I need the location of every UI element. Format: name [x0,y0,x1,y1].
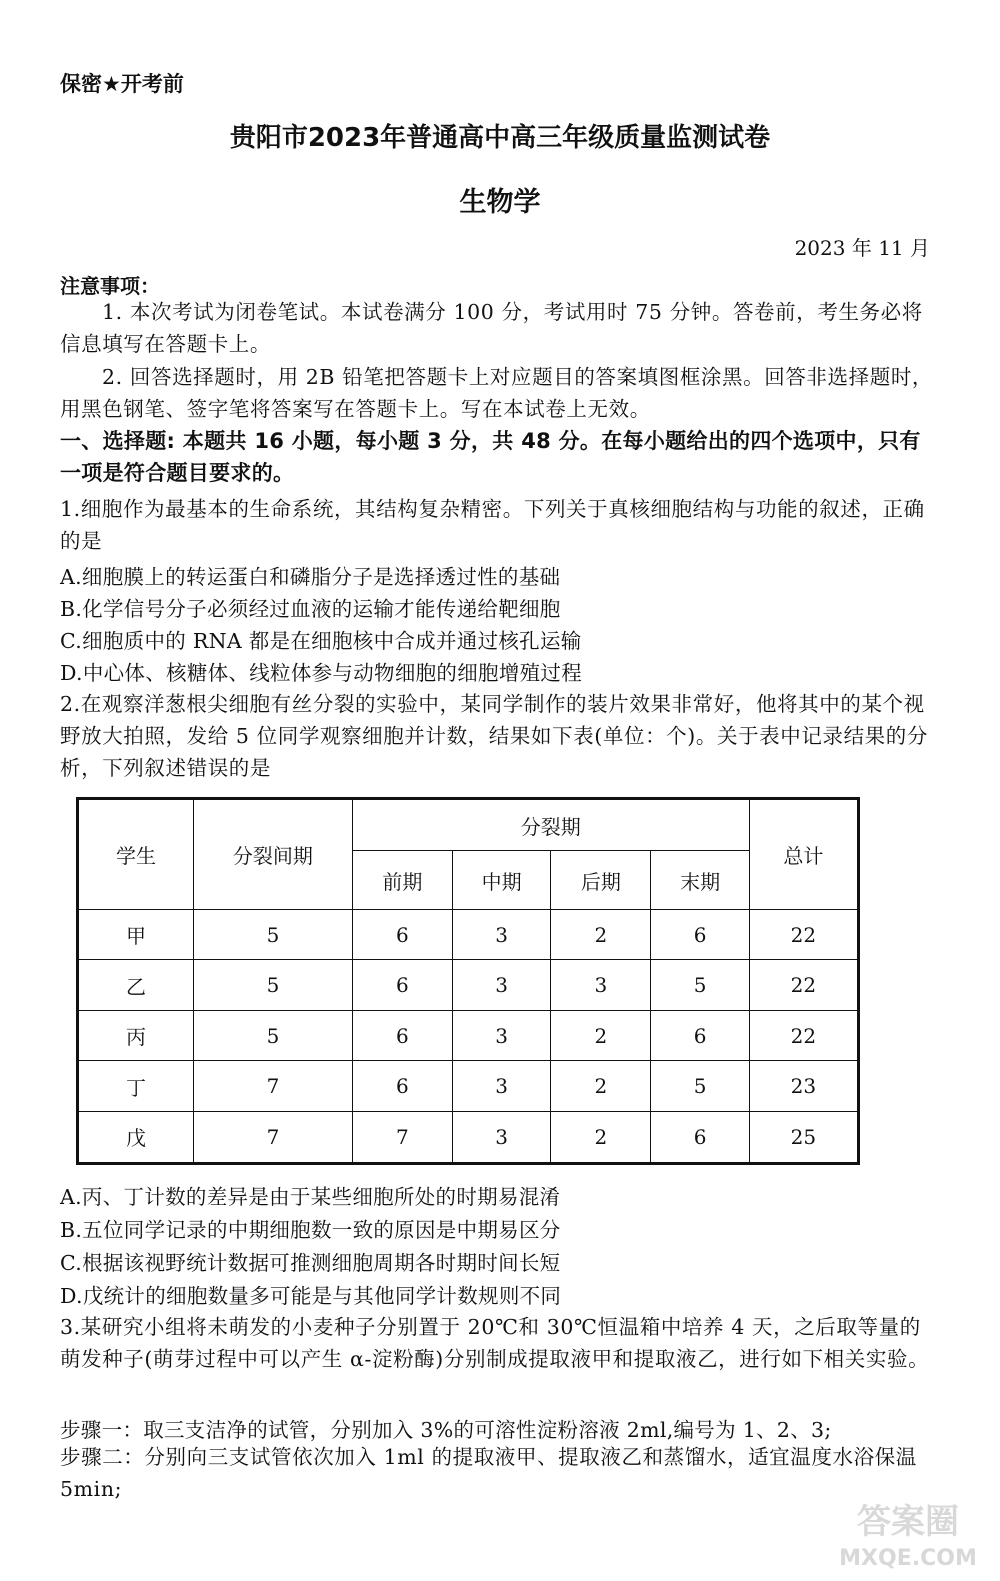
metaphase-count: 3 [453,1061,551,1111]
header-telophase: 末期 [651,851,749,910]
telophase-count: 5 [651,1061,749,1111]
watermark-url: MXQE.COM [839,1546,977,1571]
section-heading: 一、选择题: 本题共 16 小题，每小题 3 分，共 48 分。在每小题给出的四个选项中，只有一项是符合题目要求的。 [60,429,921,485]
total-count: 22 [749,960,858,1010]
prophase-count: 6 [352,960,452,1010]
anaphase-count: 2 [551,1061,651,1111]
student-name: 丁 [78,1061,194,1111]
header-metaphase: 中期 [453,851,551,910]
table-row [78,1010,859,1060]
metaphase-count: 3 [453,1010,551,1060]
total-count: 25 [749,1111,858,1163]
total-count: 22 [749,910,858,960]
notice-item-2: 2. 回答选择题时，用 2B 铅笔把答题卡上对应题目的答案填图框涂黑。回答非选择题时，用黑色钢笔、签字笔将答案写在答题卡上。写在本试卷上无效。 [60,365,934,421]
interphase-count: 5 [194,1010,353,1060]
q2-option-c: C.根据该视野统计数据可推测细胞周期各时期时间长短 [60,1251,561,1275]
q3-step-2: 步骤二：分别向三支试管依次加入 1ml 的提取液甲、提取液乙和蒸馏水，适宜温度水浴保温 5min; [60,1445,917,1501]
metaphase-count: 3 [453,910,551,960]
prophase-count: 6 [352,1010,452,1060]
anaphase-count: 3 [551,960,651,1010]
telophase-count: 6 [651,910,749,960]
table-row [78,910,859,960]
header-anaphase: 后期 [551,851,651,910]
header-prophase: 前期 [352,851,452,910]
header-mitosis: 分裂期 [352,799,749,851]
student-name: 甲 [78,910,194,960]
table-row [78,1111,859,1163]
prophase-count: 7 [352,1111,452,1163]
interphase-count: 5 [194,910,353,960]
anaphase-count: 2 [551,910,651,960]
header-interphase: 分裂间期 [194,799,353,910]
telophase-count: 5 [651,960,749,1010]
table-row [78,1061,859,1111]
q1-stem: 1.细胞作为最基本的生命系统，其结构复杂精密。下列关于真核细胞结构与功能的叙述，正确的是 [60,497,925,553]
cell-count-table [76,797,860,1165]
total-count: 23 [749,1061,858,1111]
interphase-count: 5 [194,960,353,1010]
subject-title: 生物学 [459,187,541,218]
q1-option-b: B.化学信号分子必须经过血液的运输才能传递给靶细胞 [60,597,561,621]
q2-option-b: B.五位同学记录的中期细胞数一致的原因是中期易区分 [60,1218,561,1242]
header-total: 总计 [749,799,858,910]
q3-step-1: 步骤一：取三支洁净的试管，分别加入 3%的可溶性淀粉溶液 2ml,编号为 1、2、3; [60,1418,832,1442]
anaphase-count: 2 [551,1010,651,1060]
telophase-count: 6 [651,1010,749,1060]
q2-option-a: A.丙、丁计数的差异是由于某些细胞所处的时期易混淆 [60,1185,561,1209]
notice-heading: 注意事项： [60,274,160,298]
exam-title: 贵阳市2023年普通高中高三年级质量监测试卷 [229,123,771,153]
q1-option-a: A.细胞膜上的转运蛋白和磷脂分子是选择透过性的基础 [60,565,561,589]
prophase-count: 6 [352,1061,452,1111]
exam-date: 2023 年 11 月 [794,236,930,260]
secrecy-label: 保密★开考前 [60,72,184,96]
prophase-count: 6 [352,910,452,960]
watermark-text: 答案圈 [857,1502,959,1542]
interphase-count: 7 [194,1061,353,1111]
table-row [78,960,859,1010]
q1-option-c: C.细胞质中的 RNA 都是在细胞核中合成并通过核孔运输 [60,629,582,653]
notice-item-1: 1. 本次考试为闭卷笔试。本试卷满分 100 分，考试用时 75 分钟。答卷前，考生务必将信息填写在答题卡上。 [60,300,923,356]
q3-stem: 3.某研究小组将未萌发的小麦种子分别置于 20℃和 30℃恒温箱中培养 4 天，之后取等量的萌发种子(萌芽过程中可以产生 α-淀粉酶)分别制成提取液甲和提取液乙，进行如下相关实验。 [60,1315,930,1371]
student-name: 丙 [78,1010,194,1060]
metaphase-count: 3 [453,1111,551,1163]
q2-stem: 2.在观察洋葱根尖细胞有丝分裂的实验中，某同学制作的装片效果非常好，他将其中的某个视野放大拍照，发给 5 位同学观察细胞并计数，结果如下表(单位：个)。关于表中记录结果的分析，下列叙述错误的是 [60,692,928,780]
telophase-count: 6 [651,1111,749,1163]
header-student: 学生 [78,799,194,910]
student-name: 戊 [78,1111,194,1163]
q2-option-d: D.戊统计的细胞数量多可能是与其他同学计数规则不同 [60,1284,562,1308]
watermark-logo [828,1493,988,1573]
student-name: 乙 [78,960,194,1010]
metaphase-count: 3 [453,960,551,1010]
total-count: 22 [749,1010,858,1060]
anaphase-count: 2 [551,1111,651,1163]
interphase-count: 7 [194,1111,353,1163]
q1-option-d: D.中心体、核糖体、线粒体参与动物细胞的细胞增殖过程 [60,661,583,685]
